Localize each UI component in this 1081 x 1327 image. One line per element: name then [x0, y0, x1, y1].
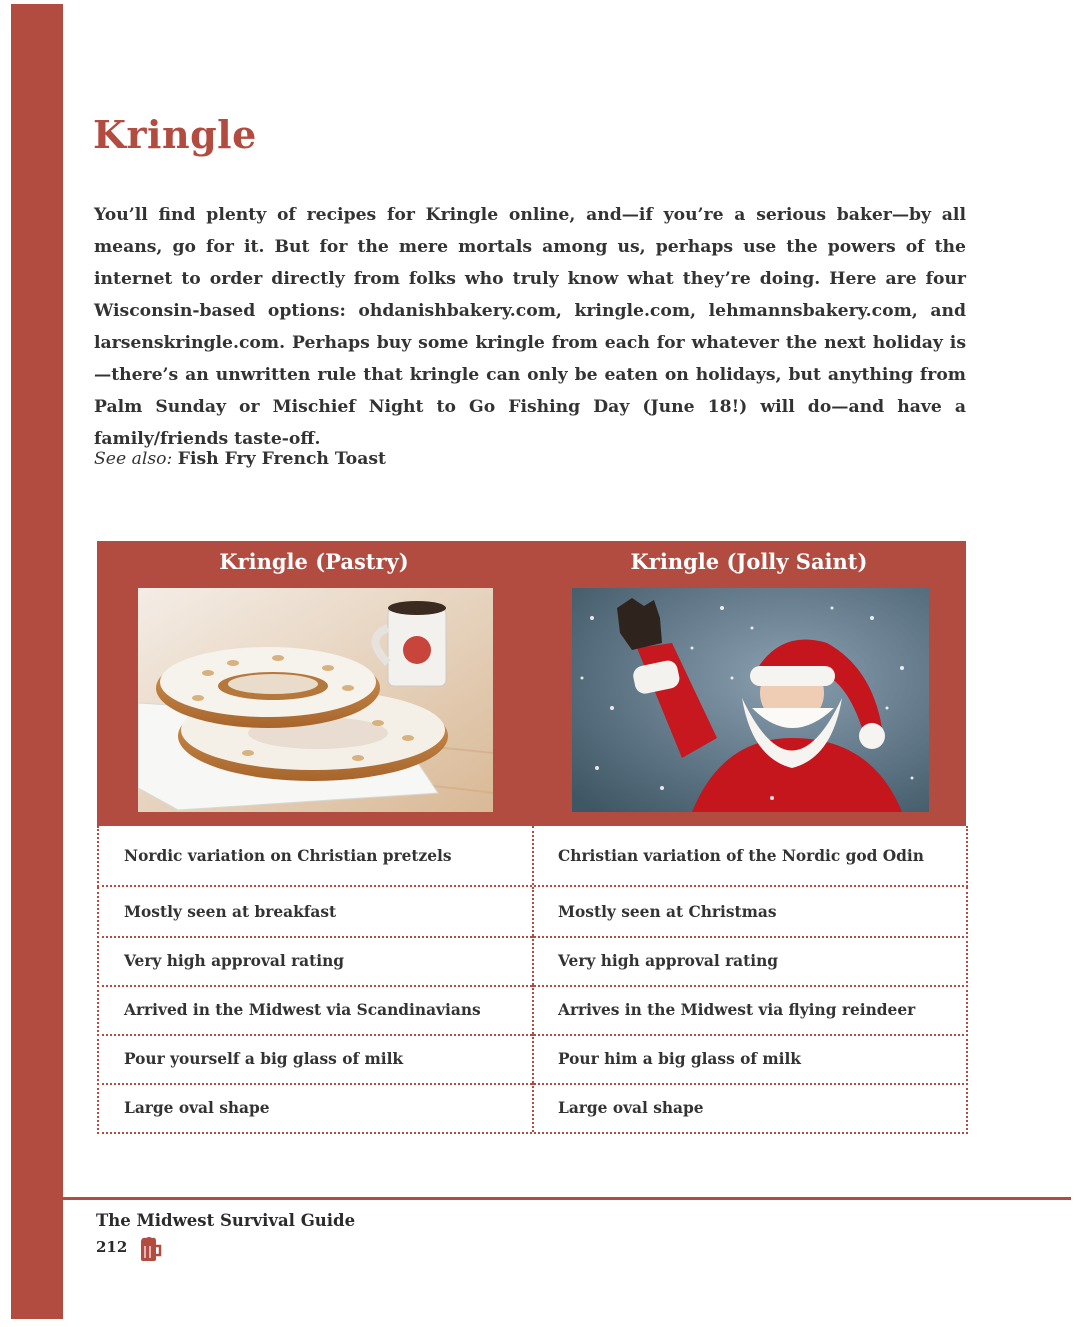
comparison-rows [97, 826, 966, 1133]
comparison-table [97, 541, 966, 1133]
saint-cell: Very high approval rating [558, 951, 779, 970]
page-title: Kringle [93, 112, 257, 157]
column-divider [532, 1034, 534, 1083]
table-row [97, 1083, 968, 1134]
column-title-jolly-saint: Kringle (Jolly Saint) [630, 549, 868, 574]
saint-cell: Large oval shape [558, 1098, 704, 1117]
footer-book-title: The Midwest Survival Guide [96, 1211, 356, 1230]
santa-claus-photo [572, 588, 929, 812]
pastry-cell: Mostly seen at breakfast [124, 902, 337, 921]
saint-cell: Arrives in the Midwest via flying reindeer [558, 1000, 916, 1019]
column-title-pastry: Kringle (Pastry) [219, 549, 409, 574]
page-number: 212 [96, 1238, 128, 1256]
footer-rule [63, 1197, 1071, 1200]
pastry-cell: Very high approval rating [124, 951, 345, 970]
see-also-label: See also: [94, 449, 173, 469]
see-also-link[interactable]: Fish Fry French Toast [177, 449, 386, 469]
column-divider [532, 936, 534, 985]
pastry-cell: Large oval shape [124, 1098, 270, 1117]
see-also [94, 449, 386, 469]
column-divider [532, 887, 534, 936]
pastry-cell: Arrived in the Midwest via Scandinavians [124, 1000, 481, 1019]
column-divider [532, 1083, 534, 1132]
saint-cell: Mostly seen at Christmas [558, 902, 777, 921]
table-row [97, 1034, 968, 1085]
table-row [97, 887, 968, 938]
beer-mug-icon [138, 1236, 162, 1262]
column-divider [532, 826, 534, 885]
pastry-cell: Nordic variation on Christian pretzels [124, 846, 452, 865]
left-margin-bar [11, 4, 63, 1319]
column-divider [532, 985, 534, 1034]
table-row [97, 936, 968, 987]
saint-cell: Christian variation of the Nordic god Odin [558, 846, 924, 865]
kringle-pastry-photo [138, 588, 493, 812]
pastry-cell: Pour yourself a big glass of milk [124, 1049, 404, 1068]
table-row [97, 985, 968, 1036]
intro-paragraph: You’ll find plenty of recipes for Kringle online, and—if you’re a serious baker—by all means, go for it. But for the mere mortals among us, perhaps use the powers of the internet to order directly from folks who truly know what they’re doing. Here are four Wisconsin-based options: ohdanishbakery.com, kringle.com, lehmannsbakery.com, and larsenskringle.com. Perhaps buy some kringle from each for whatever the next holiday is—there’s an unwritten rule that kringle can only be eaten on holidays, but anything from Palm Sunday or Mischief Night to Go Fishing Day (June 18!) will do—and have a family/friends taste-off. [94, 205, 966, 449]
comparison-header [97, 541, 966, 826]
table-row [97, 826, 968, 887]
saint-cell: Pour him a big glass of milk [558, 1049, 801, 1068]
